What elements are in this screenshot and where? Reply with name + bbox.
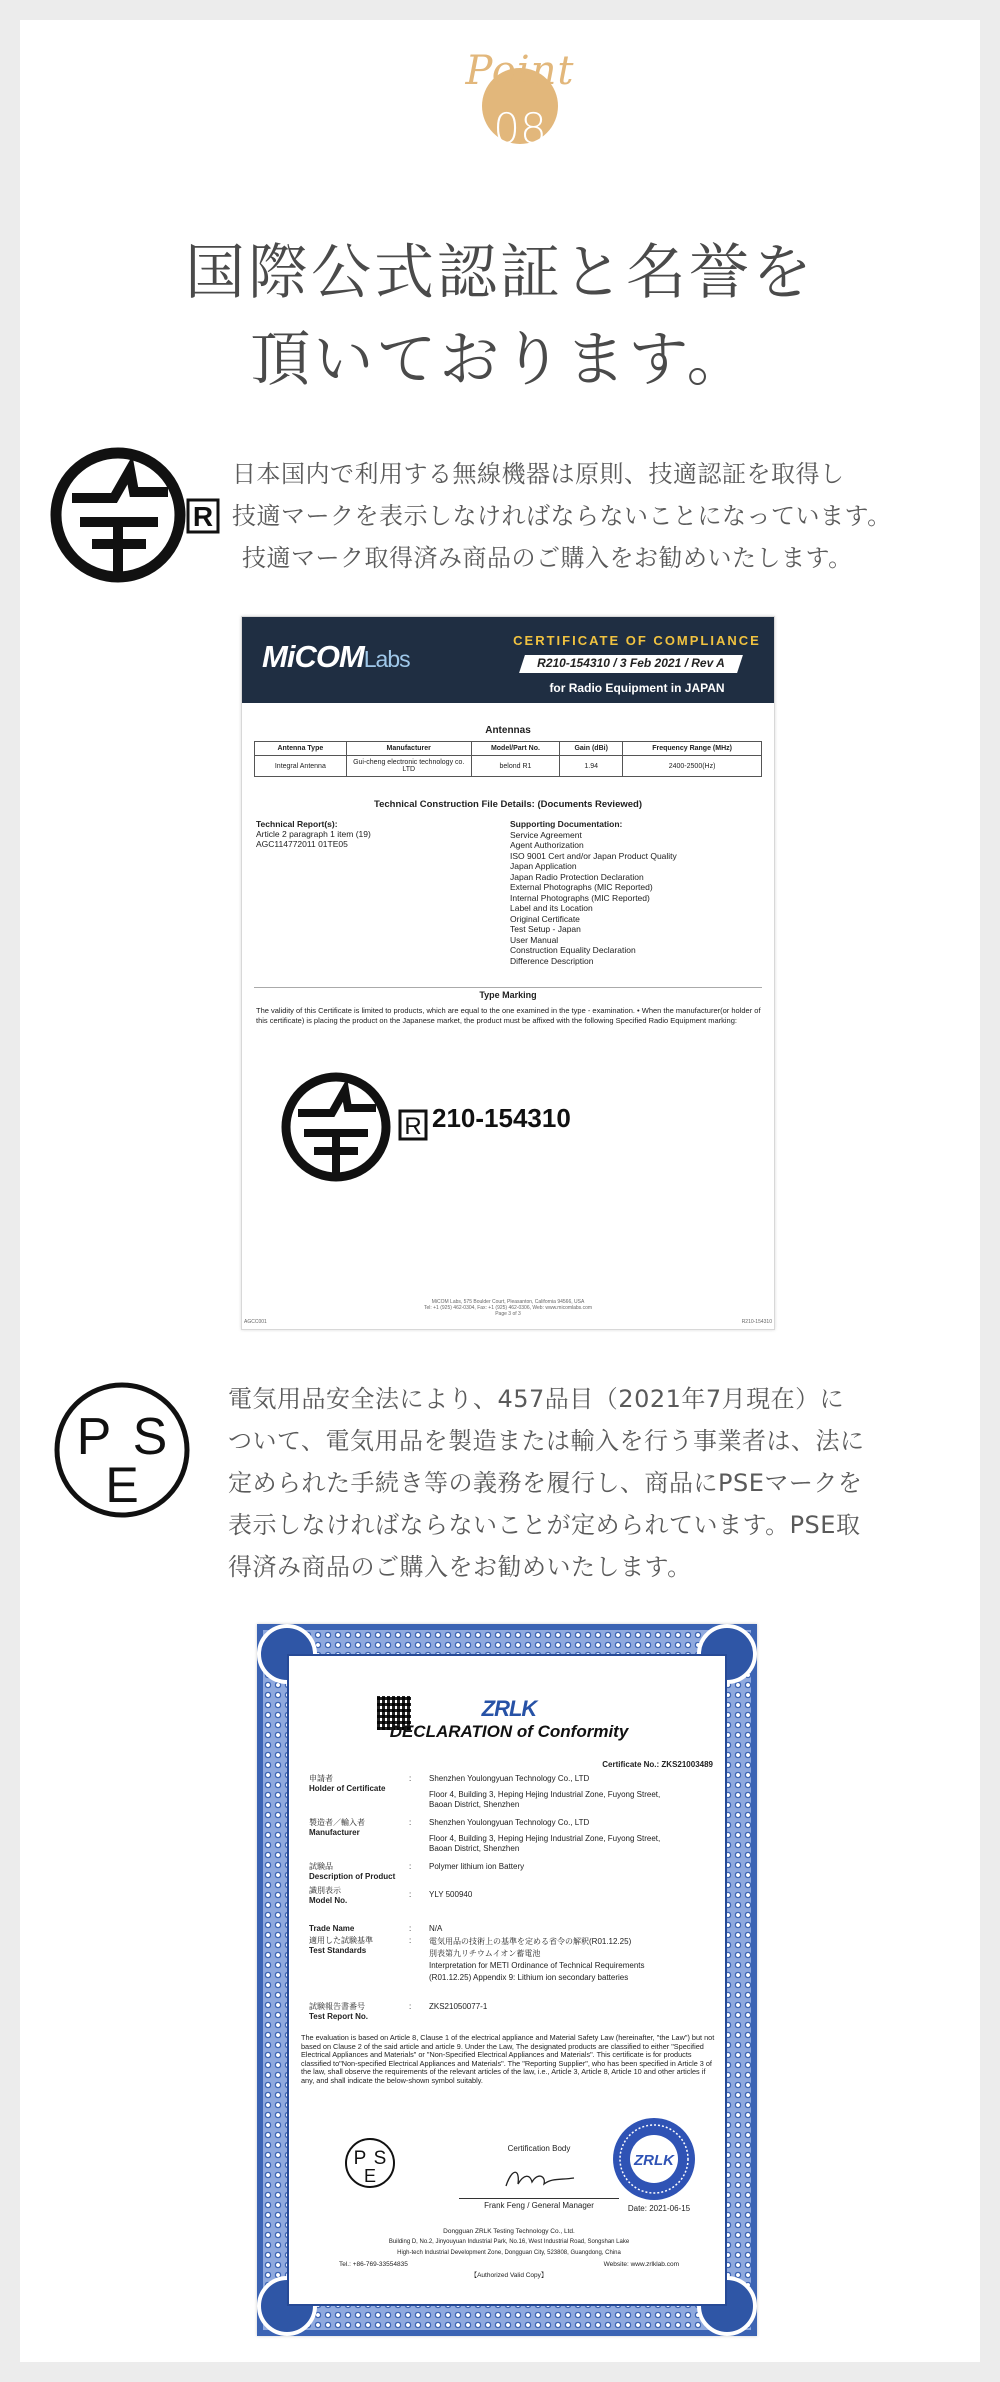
certificate-reference: R210-154310 / 3 Feb 2021 / Rev A [537,656,725,670]
supporting-item: External Photographs (MIC Reported) [510,882,653,892]
antenna-cell: 2400-2500(Hz) [623,756,762,777]
giteki-line-2: 技適マークを表示しなければならないことになっています。 [232,502,892,530]
content-panel [20,20,980,2362]
certificate-body [287,1654,727,2306]
giteki-mark-letter: R [192,501,214,532]
antenna-cell: Gui-cheng electronic technology co. LTD [346,756,471,777]
pse-description [228,1378,968,1588]
svg-text:ZRLK: ZRLK [634,2152,674,2169]
declaration-title: DECLARATION of Conformity [389,1722,629,1741]
technical-reports [256,819,496,849]
row-colon: : [409,1862,412,1871]
point-badge-word: Point [465,48,575,94]
row-colon: : [409,1774,412,1783]
point-badge-number: 08 [493,104,547,153]
footer-line: Tel: +1 (925) 462-0304, Fax: +1 (925) 462-0306, Web: www.micomlabs.com [423,1305,593,1311]
row-value: 電気用品の技術上の基準を定める省令の解釈(R01.12.25) 別表第九リチウムイオン蓄電池 Interpretation for METI Ordinance of Technical Requirements (R01.12.25) Appendix 9: Lithium ion secondary batteries [429,1937,645,1982]
supporting-label: Supporting Documentation: [510,819,623,829]
lab-address: High-tech Industrial Development Zone, Dongguan City, 523808, Guangdong, China [397,2250,621,2256]
svg-text:E: E [363,2166,377,2186]
validity-text: The validity of this Certificate is limited to products, which are equal to the one examined in the type - examination. • When the manufacturer(or holder of this certificate) is placing the product on the Japanese market, the product must be affixed with the following Specified Radio Equipment marking: [256,1006,761,1025]
certificate-title: CERTIFICATE OF COMPLIANCE [513,633,761,648]
supporting-item: Difference Description [510,955,594,966]
pse-letter-e: E [105,1457,139,1513]
signature-icon [494,2164,584,2194]
certificate-footer [242,1299,774,1317]
authorized-copy-label: 【Authorized Valid Copy】 [470,2272,548,2279]
supporting-item: Test Setup - Japan [510,924,581,934]
pse-letter-s: S [132,1408,168,1466]
supporting-item: Japan Application [510,861,577,871]
antenna-header: Gain (dBi) [560,742,623,756]
tcf-title: Technical Construction File Details: (Documents Reviewed) [374,799,642,810]
pse-mark-small-icon [343,2136,397,2190]
micom-labs-logo: MiCOMLabs [262,639,410,674]
giteki-line-3: 技適マーク取得済み商品のご購入をお勧めいたします。 [242,544,853,572]
row-value: Polymer lithium ion Battery [429,1862,525,1871]
lab-footer [289,2226,729,2281]
supporting-documentation [510,819,760,966]
pse-line-2: ついて、電気用品を製造または輸入を行う事業者は、法に [228,1427,865,1455]
zrlk-logo: ZRLK [481,1696,537,1721]
technical-reports-label: Technical Report(s): [256,819,338,829]
divider [254,987,762,988]
antenna-header: Model/Part No. [471,742,559,756]
antenna-cell: 1.94 [560,756,623,777]
certification-body-label: Certification Body [507,2144,571,2153]
row-value: ZKS21050077-1 [429,2002,488,2011]
supporting-item: Label and its Location [510,903,593,913]
antenna-cell: belond R1 [471,756,559,777]
row-label: 製造者／輸入者 Manufacturer [309,1818,365,1837]
row-label: 試験品 Description of Product [309,1862,396,1881]
supporting-item: Internal Photographs (MIC Reported) [510,892,650,903]
footer-right-code: R210-154310 [741,1319,772,1325]
row-colon: : [409,2002,412,2011]
giteki-mark-icon [50,440,230,590]
supporting-item: ISO 9001 Cert and/or Japan Product Quality [510,850,677,861]
row-label: 識別表示 Model No. [309,1886,348,1905]
antenna-header: Manufacturer [346,742,471,756]
antenna-header: Antenna Type [255,742,347,756]
supporting-item: Japan Radio Protection Declaration [510,871,644,882]
certificate-date: Date: 2021-06-15 [627,2204,691,2213]
supporting-item: User Manual [510,934,559,945]
lab-company: Dongguan ZRLK Testing Technology Co., Ltd. [443,2228,575,2235]
lab-website: Website: www.zrlklab.com [603,2261,679,2268]
row-label: Trade Name [309,1924,355,1933]
zrlk-certificate-image [257,1624,757,2336]
antennas-table [254,741,762,777]
footer-left-code: AGCC001 [244,1319,267,1325]
footer-line: MiCOM Labs, 575 Boulder Court, Pleasanton, California 94566, USA [431,1299,585,1305]
svg-text:S: S [373,2148,387,2169]
certification-number: 210-154310 [432,1103,571,1133]
technical-report-item: AGC114772011 01TE05 [256,839,348,849]
row-colon: : [409,1890,412,1899]
supporting-item: Service Agreement [510,829,582,840]
technical-report-item: Article 2 paragraph 1 item (19) [256,829,371,839]
giteki-mark-large-icon [278,1065,438,1185]
row-label: 試験報告書番号 Test Report No. [309,2002,368,2021]
certificate-number: Certificate No.: ZKS21003489 [602,1760,713,1769]
lab-tel: Tel.: +86-769-33554835 [339,2261,408,2268]
pse-letter-p: P [76,1408,112,1466]
headline-line-1: 国際公式認証と名誉を [185,238,815,308]
footer-page: Page 3 of 3 [495,1311,521,1317]
pse-line-3: 定められた手続き等の義務を履行し、商品にPSEマークを [228,1469,863,1497]
headline-line-2: 頂いております。 [250,325,750,395]
certificate-subtitle: for Radio Equipment in JAPAN [549,681,725,695]
row-label: 申請者 Holder of Certificate [309,1774,386,1793]
pse-line-4: 表示しなければならないことが定められています。PSE取 [228,1511,861,1539]
pse-mark-icon [50,1378,194,1522]
declaration-body-text: The evaluation is based on Article 8, Clause 1 of the electrical appliance and Material Safety Law (hereinafter, "the Law") but not based on Clause 2 of the said article and article 9. Under the Law, The designated products are classified to either "Specified Electrical Appliances and Materials" or "Non-Specified Electrical Appliances and Materials". This certificate is for products classified to"Non-specified Electrical Appliances and Materials". The "Reporting Supplier", who has been specified in Article 3 of the law, shall observe the requirements of the relevant articles of the law, i.e., Article 3, Article 8, Article 10 and other articles if any, and shall indicate the below-shown symbol suitably. [301,2033,715,2085]
antenna-cell: Integral Antenna [255,756,347,777]
lab-address: Building D, No.2, Jinyouyuan Industrial Park, No.16, West Industrial Road, Songshan Lake [388,2239,630,2245]
svg-text:P: P [353,2148,367,2169]
type-marking-title: Type Marking [479,990,537,1000]
antennas-title: Antennas [485,725,531,736]
signer-name: Frank Feng / General Manager [459,2198,619,2210]
pse-line-1: 電気用品安全法により、457品目（2021年7月現在）に [228,1385,845,1413]
row-value: Shenzhen Youlongyuan Technology Co., LTD Floor 4, Building 3, Heping Hejing Industrial Zone, Fuyong Street, Baoan District, Shenzhen [429,1818,661,1853]
supporting-item: Agent Authorization [510,840,584,850]
row-value: N/A [429,1924,443,1933]
row-colon: : [409,1936,412,1945]
zrlk-seal-icon [611,2116,697,2202]
row-colon: : [409,1924,412,1933]
giteki-description [232,453,972,579]
mark-letter: R [404,1113,422,1140]
row-value: YLY 500940 [429,1890,473,1899]
supporting-item: Construction Equality Declaration [510,945,636,955]
antenna-header: Frequency Range (MHz) [623,742,762,756]
micom-certificate-image [241,616,775,1330]
row-value: Shenzhen Youlongyuan Technology Co., LTD Floor 4, Building 3, Heping Hejing Industrial Zone, Fuyong Street, Baoan District, Shenzhen [429,1774,661,1809]
row-colon: : [409,1818,412,1827]
row-label: 適用した試験基準 Test Standards [309,1936,373,1955]
supporting-item: Original Certificate [510,913,580,924]
pse-line-5: 得済み商品のご購入をお勧めいたします。 [228,1553,692,1581]
giteki-line-1: 日本国内で利用する無線機器は原則、技適認証を取得し [232,460,845,488]
